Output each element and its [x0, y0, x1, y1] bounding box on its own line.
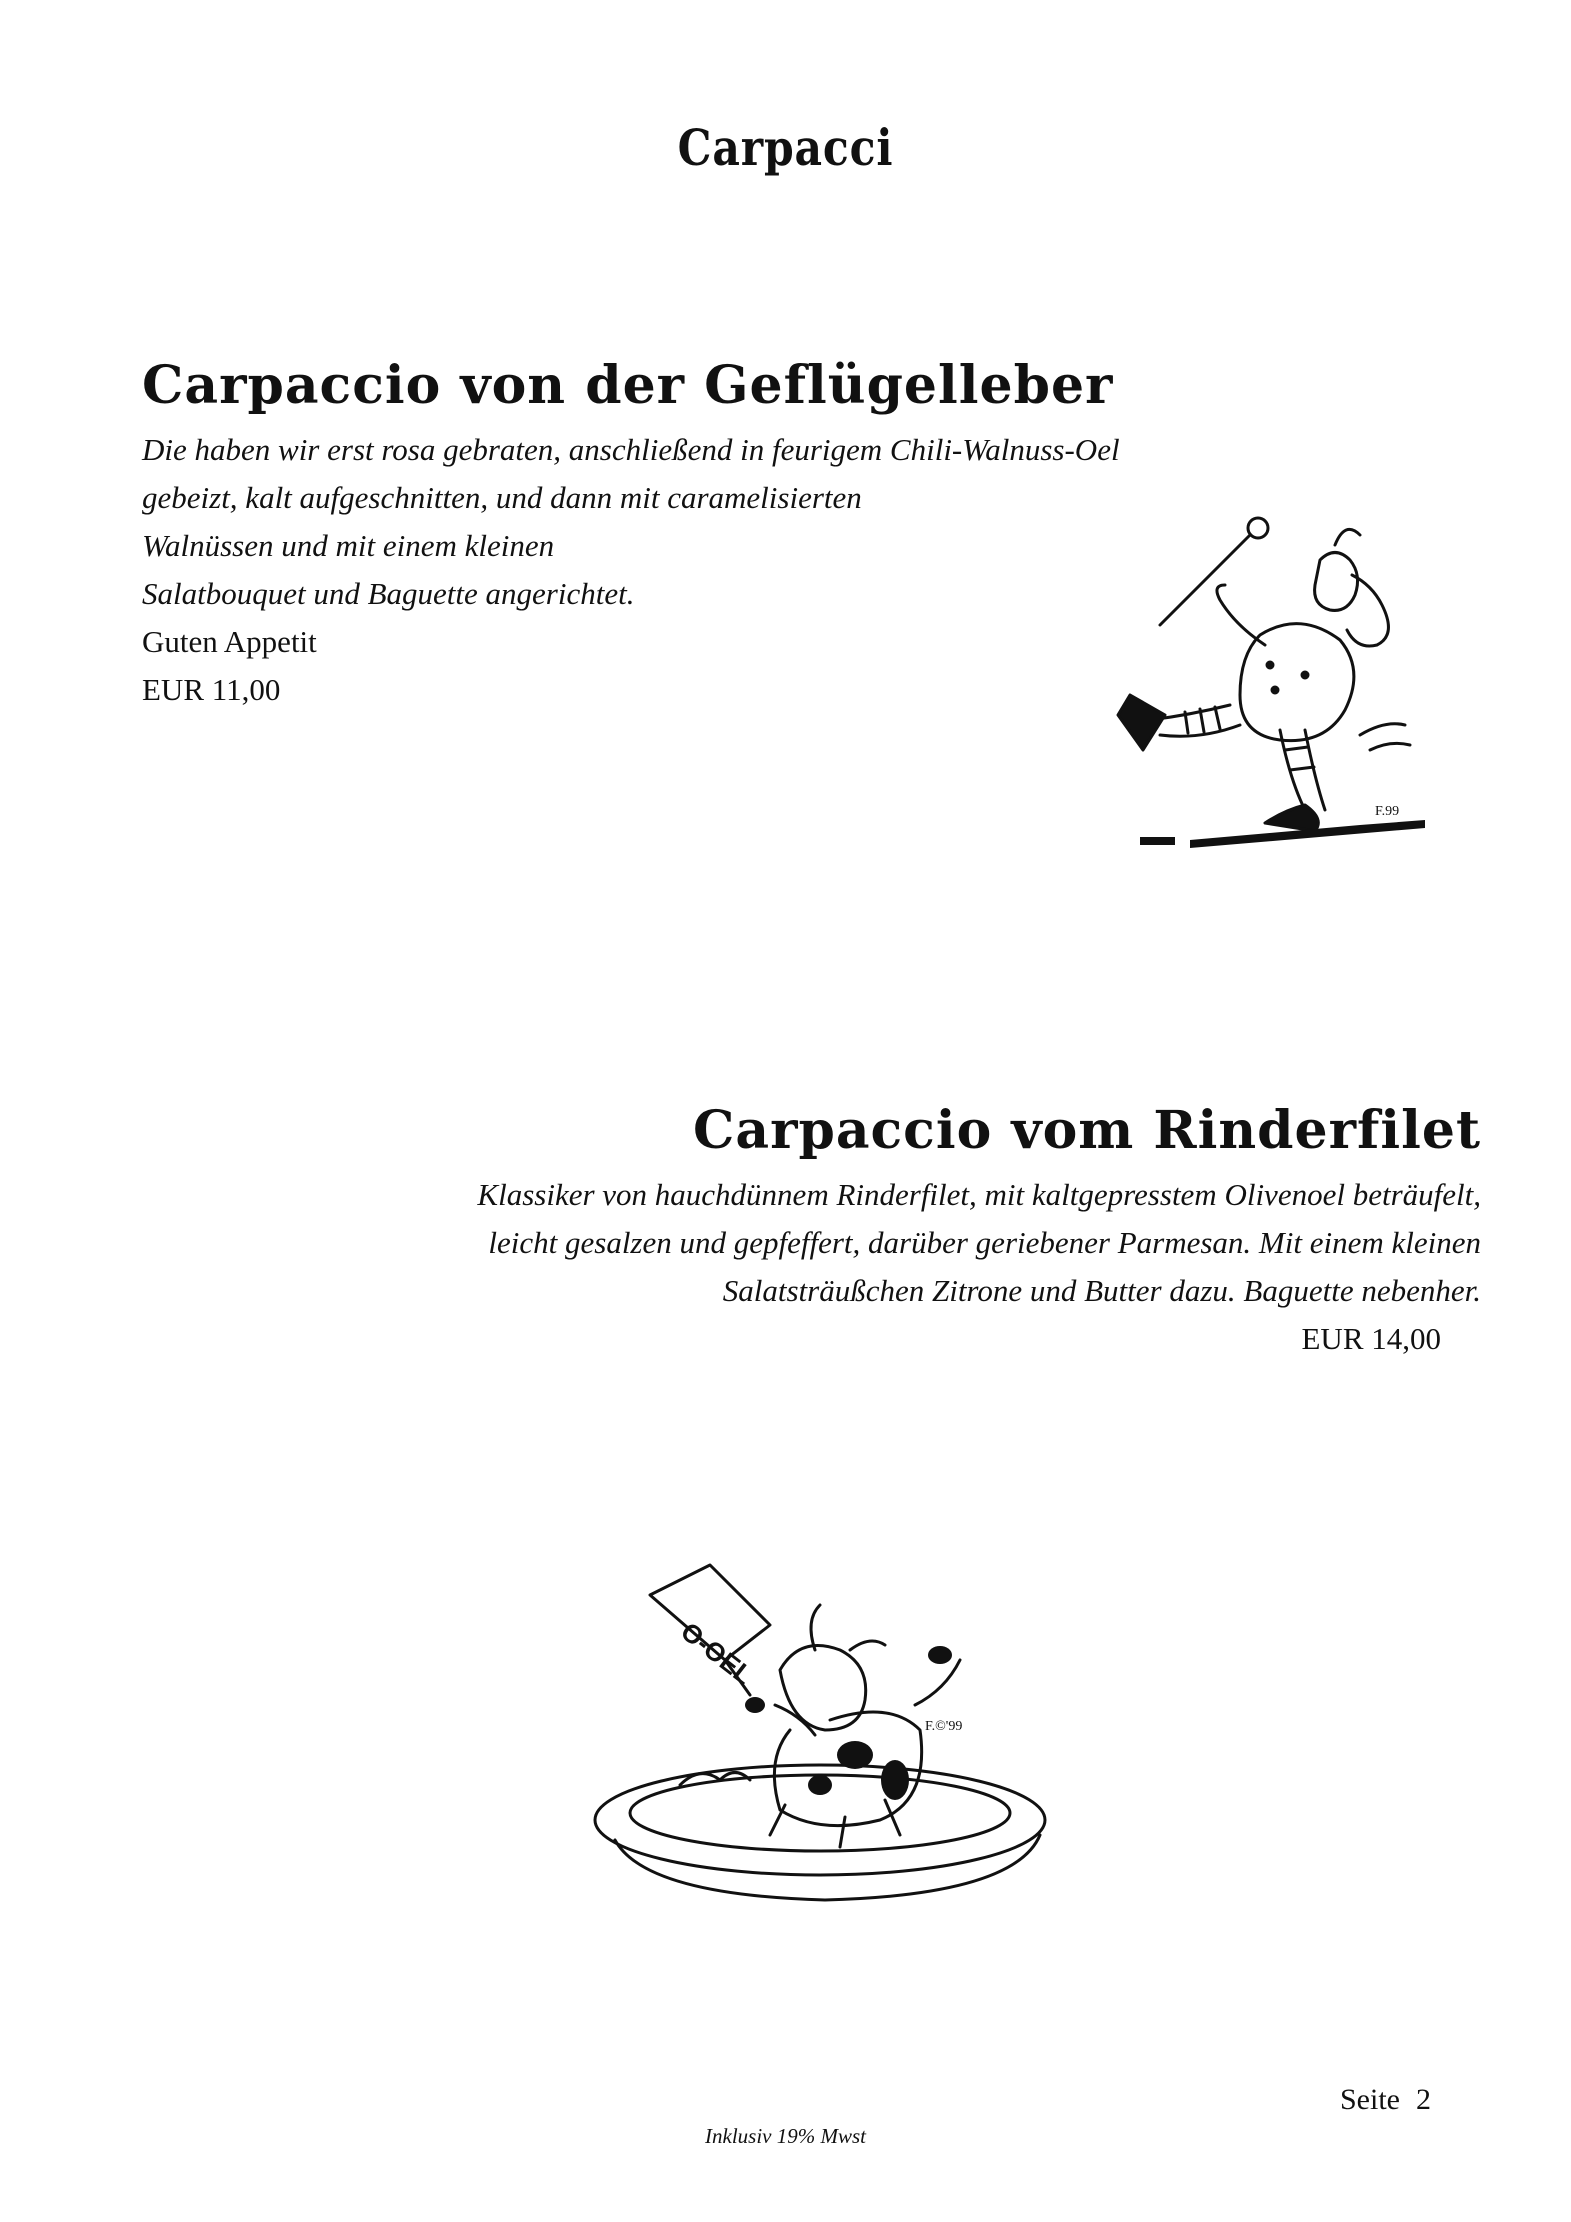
cow-in-dish-icon — [585, 1555, 1065, 1910]
dish-title: Carpaccio von der Geflügelleber — [142, 355, 1114, 416]
dish-rinderfilet — [477, 1100, 1481, 1363]
chef-signature: F.99 — [1375, 804, 1400, 819]
dish-price: EUR 11,00 — [142, 672, 281, 707]
bottle-label: O-OEL — [675, 1616, 759, 1691]
dish-description-line: Salatbouquet und Baguette angerichtet. — [142, 576, 635, 611]
page-number-value: 2 — [1416, 2083, 1431, 2116]
dish-description-line: Klassiker von hauchdünnem Rinderfilet, mit kaltgepresstem Olivenoel beträufelt, — [477, 1177, 1481, 1212]
cow-signature: F.©'99 — [925, 1719, 963, 1734]
dish-geflugelleber — [142, 355, 1120, 714]
page-number — [1340, 2083, 1431, 2117]
dancing-chef-icon — [1090, 515, 1430, 860]
dish-price: EUR 14,00 — [1301, 1321, 1441, 1356]
dish-description-line: Die haben wir erst rosa gebraten, anschließend in feurigem Chili-Walnuss-Oel — [142, 432, 1120, 467]
page-title: Carpacci — [677, 118, 894, 177]
page-label: Seite — [1340, 2083, 1400, 2116]
tax-note: Inklusiv 19% Mwst — [705, 2124, 866, 2148]
dish-description-line: leicht gesalzen und gepfeffert, darüber geriebener Parmesan. Mit einem kleinen — [488, 1225, 1481, 1260]
dish-greeting: Guten Appetit — [142, 624, 317, 659]
dish-description-line: Walnüssen und mit einem kleinen — [142, 528, 555, 563]
dish-description-line: gebeizt, kalt aufgeschnitten, und dann mit caramelisierten — [142, 480, 862, 515]
dish-description-line: Salatsträußchen Zitrone und Butter dazu. Baguette nebenher. — [722, 1273, 1481, 1308]
dish-title: Carpaccio vom Rinderfilet — [692, 1100, 1481, 1161]
